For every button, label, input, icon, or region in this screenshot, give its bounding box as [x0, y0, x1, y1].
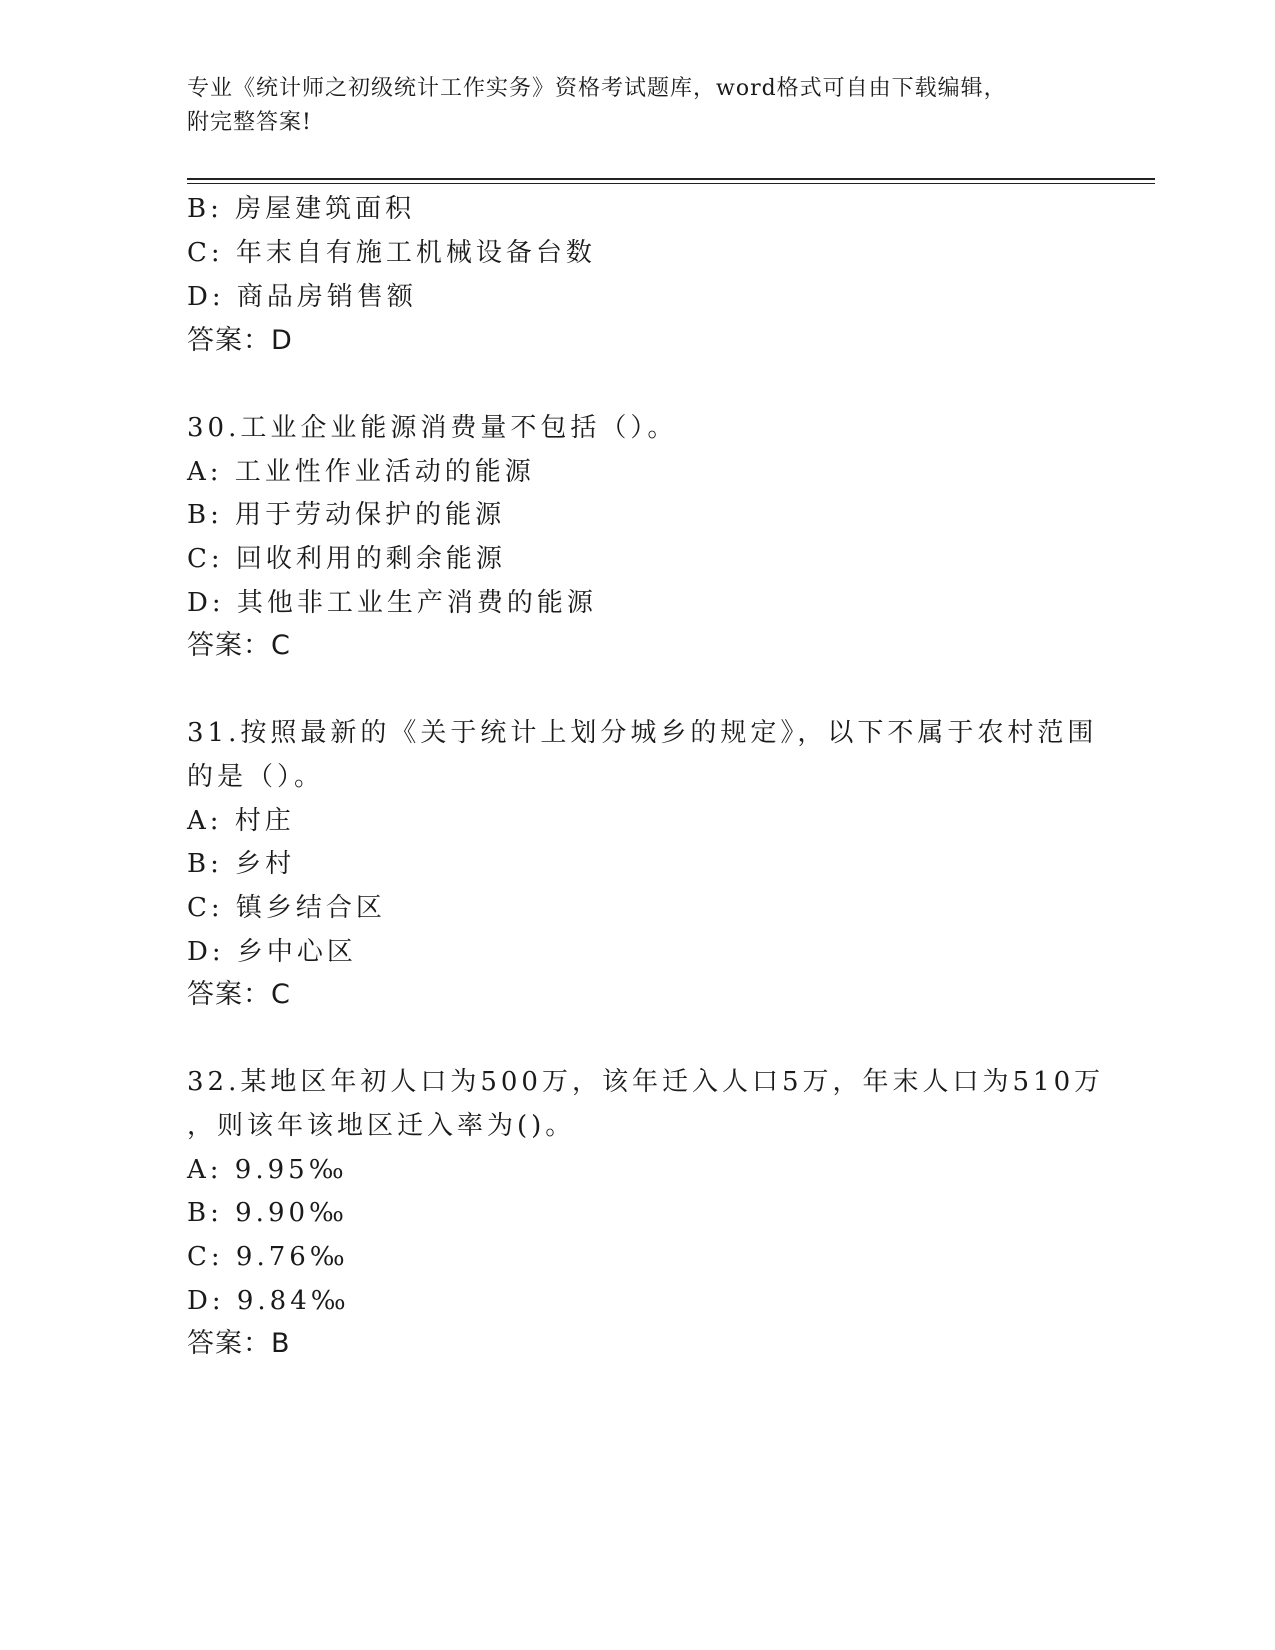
q32-stem-line-2: ，则该年该地区迁入率为()。 [187, 1111, 576, 1141]
q32-option-b: B: 9.90‰ [187, 1198, 348, 1228]
q32-option-d: D: 9.84‰ [187, 1286, 350, 1316]
q32-option-a: A: 9.95‰ [187, 1155, 348, 1185]
q29-option-c: C: 年末自有施工机械设备台数 [187, 238, 596, 268]
q32-option-c: C: 9.76‰ [187, 1242, 349, 1272]
q30-answer: 答案：C [187, 630, 291, 661]
q30-option-a: A: 工业性作业活动的能源 [187, 457, 535, 487]
q31-stem-line-2: 的是（）。 [187, 762, 325, 792]
q30-option-b: B: 用于劳动保护的能源 [187, 500, 506, 530]
q31-stem-line-1: 31.按照最新的《关于统计上划分城乡的规定》，以下不属于农村范围 [187, 718, 1098, 748]
q32-stem-line-1: 32.某地区年初人口为500万，该年迁入人口5万，年末人口为510万 [187, 1067, 1105, 1097]
q30-option-c: C: 回收利用的剩余能源 [187, 544, 506, 574]
header-line-1: 专业《统计师之初级统计工作实务》资格考试题库，word格式可自由下载编辑， [187, 76, 1007, 101]
q31-option-b: B: 乡村 [187, 849, 296, 879]
header-line-2: 附完整答案! [187, 110, 312, 135]
q30-option-d: D: 其他非工业生产消费的能源 [187, 588, 597, 618]
q31-option-d: D: 乡中心区 [187, 937, 357, 967]
q31-answer: 答案：C [187, 979, 291, 1010]
q29-answer: 答案：D [187, 325, 293, 356]
q31-option-c: C: 镇乡结合区 [187, 893, 386, 923]
document-header [187, 72, 1087, 140]
header-divider-thin [187, 183, 1155, 184]
header-divider-thick [187, 178, 1155, 180]
q32-answer: 答案：B [187, 1328, 291, 1359]
q29-option-d: D: 商品房销售额 [187, 282, 417, 312]
q31-option-a: A: 村庄 [187, 806, 295, 836]
q30-stem: 30.工业企业能源消费量不包括（）。 [187, 413, 678, 443]
q29-option-b: B: 房屋建筑面积 [187, 194, 416, 224]
